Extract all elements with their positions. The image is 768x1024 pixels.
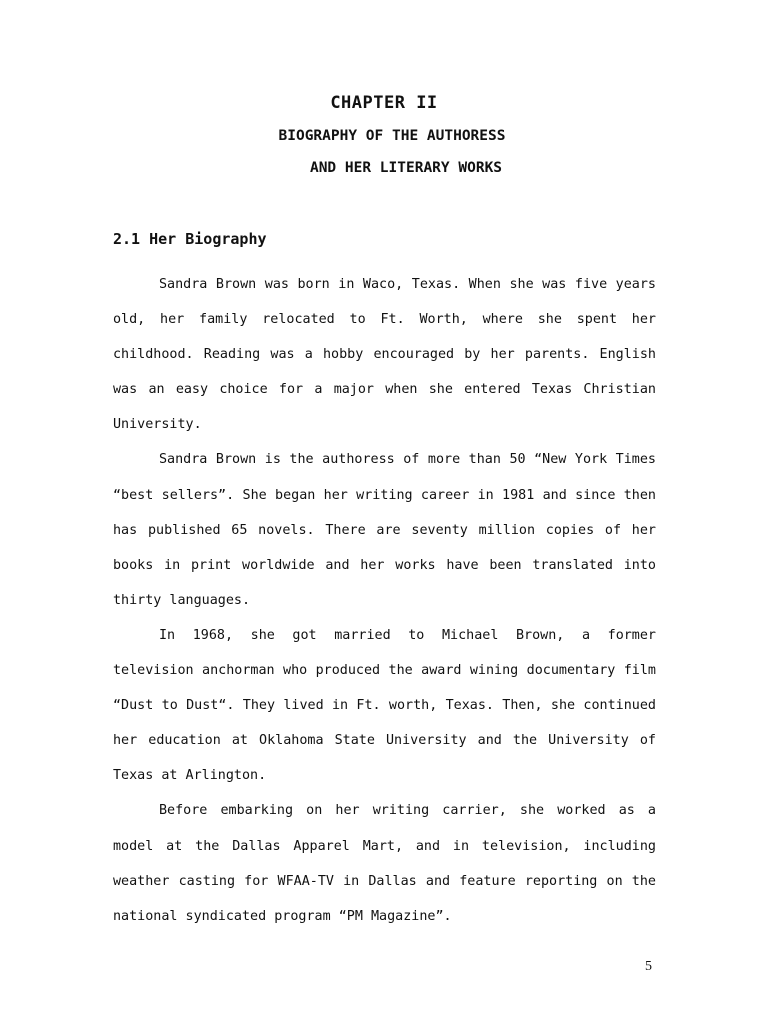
section-heading: 2.1 Her Biography — [113, 230, 267, 248]
chapter-title: CHAPTER II — [330, 93, 438, 113]
page-number: 5 — [645, 959, 652, 974]
chapter-subtitle-line-1: BIOGRAPHY OF THE AUTHORESS — [278, 128, 506, 144]
paragraph-3: In 1968, she got married to Michael Brown, a former television anchorman who produced the award wining documentary film “Dust to Dust“. They lived in Ft. worth, Texas. Then, she continued her education at Oklahoma State University and the University of Texas at Arlington. — [113, 627, 656, 784]
paragraph-4: Before embarking on her writing carrier, she worked as a model at the Dallas Apparel Mart, and in television, including weather casting for WFAA-TV in Dallas and feature reporting on the national syndicated program “PM Magazine”. — [113, 803, 656, 924]
paragraph-1: Sandra Brown was born in Waco, Texas. When she was five years old, her family relocated to Ft. Worth, where she spent her childhood. Reading was a hobby encouraged by her parents. English was an easy choice for a major when she entered Texas Christian University. — [113, 277, 656, 433]
body-text — [113, 267, 656, 934]
paragraph-2: Sandra Brown is the authoress of more than 50 “New York Times “best sellers”. She began her writing career in 1981 and since then has published 65 novels. There are seventy million copies of her books in print worldwide and her works have been translated into thirty languages. — [113, 452, 656, 608]
chapter-subtitle-line-2: AND HER LITERARY WORKS — [309, 160, 503, 176]
